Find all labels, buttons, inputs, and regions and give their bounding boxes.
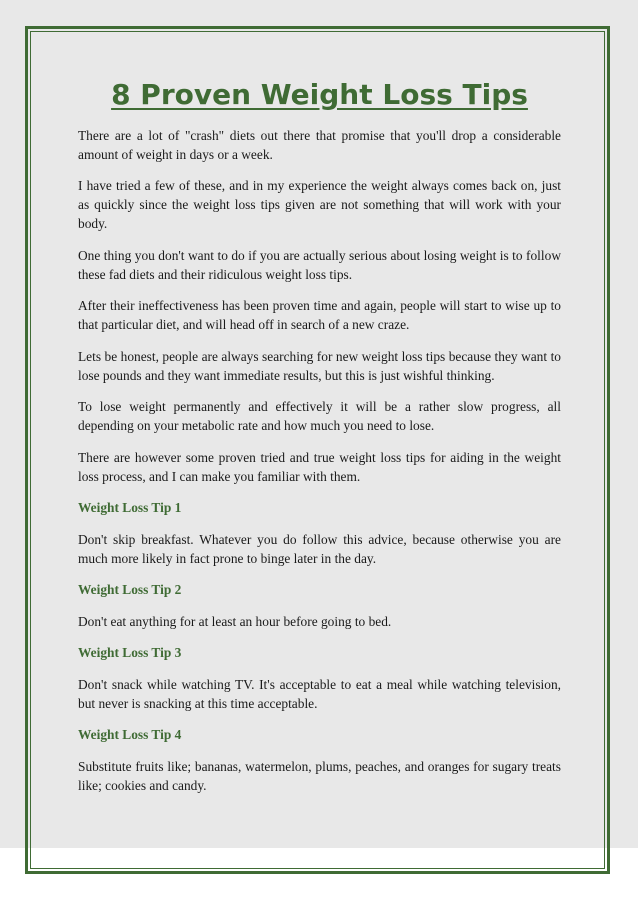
tip-heading-3: Weight Loss Tip 3 — [78, 645, 182, 661]
tip-text-2: Don't eat anything for at least an hour before going to bed. — [78, 613, 392, 629]
tip-text-4: Substitute fruits like; bananas, watermelon, plums, peaches, and oranges for sugary treats like; cookies and candy. — [78, 758, 561, 793]
document-content — [78, 78, 561, 807]
intro-paragraph: There are a lot of "crash" diets out there that promise that you'll drop a considerable amount of weight in days or a week. — [78, 127, 561, 162]
paragraph: Lets be honest, people are always searching for new weight loss tips because they want to lose pounds and they want immediate results, but this is just wishful thinking. — [78, 348, 561, 383]
paragraph: To lose weight permanently and effectively it will be a rather slow progress, all depending on your metabolic rate and how much you need to lose. — [78, 399, 561, 434]
paragraph: After their ineffectiveness has been proven time and again, people will start to wise up to that particular diet, and will head off in search of a new craze. — [78, 298, 561, 333]
tip-heading-1: Weight Loss Tip 1 — [78, 500, 182, 516]
paragraph: There are however some proven tried and true weight loss tips for aiding in the weight loss process, and I can make you familiar with them. — [78, 449, 561, 484]
tip-heading-4: Weight Loss Tip 4 — [78, 727, 182, 743]
document-title: 8 Proven Weight Loss Tips — [111, 78, 528, 111]
paragraph: I have tried a few of these, and in my experience the weight always comes back on, just as quickly since the weight loss tips given are not something that will work with your body. — [78, 178, 561, 232]
tip-heading-2: Weight Loss Tip 2 — [78, 582, 182, 598]
tip-text-1: Don't skip breakfast. Whatever you do follow this advice, because otherwise you are much more likely in fact prone to binge later in the day. — [78, 531, 561, 566]
paragraph: One thing you don't want to do if you are actually serious about losing weight is to follow these fad diets and their ridiculous weight loss tips. — [78, 247, 561, 282]
tip-text-3: Don't snack while watching TV. It's acceptable to eat a meal while watching television, but never is snacking at this time acceptable. — [78, 676, 561, 711]
